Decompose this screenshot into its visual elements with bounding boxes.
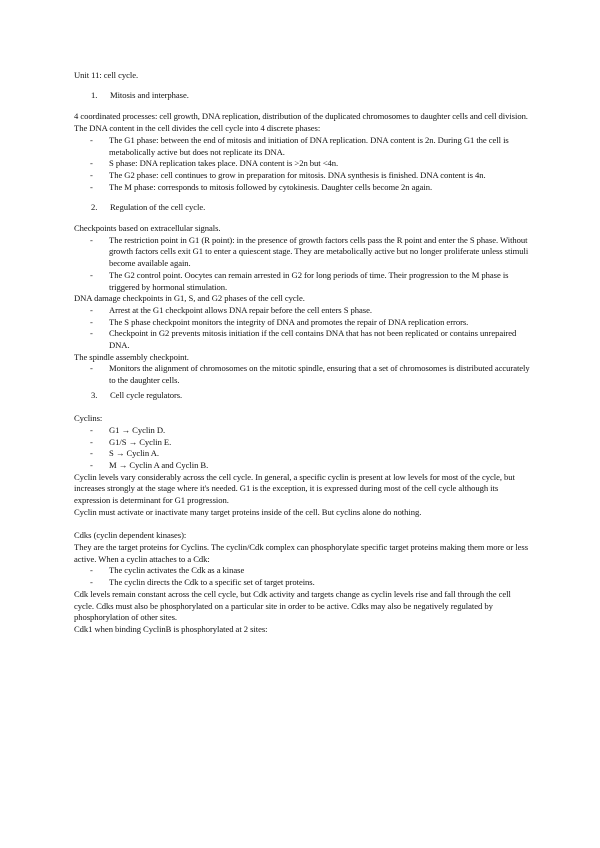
dash-bullet: - xyxy=(90,328,93,339)
paragraph: Cyclins: xyxy=(74,413,103,424)
paragraph: Cyclin must activate or inactivate many target proteins inside of the cell. But cyclins alone do nothing. xyxy=(74,506,422,517)
dash-bullet: - xyxy=(90,436,93,447)
damage-checkpoints-list xyxy=(74,305,530,352)
list-item: - The restriction point in G1 (R point): in the presence of growth factors cells pass the R point and enter the S phase. Without growth factors cells exit G1 to enter a quiescent stage. They are metabolically active but no longer proliferate unless stimuli become available again. xyxy=(74,235,530,270)
heading-text: Regulation of the cell cycle. xyxy=(110,202,206,213)
list-item: - Arrest at the G1 checkpoint allows DNA repair before the cell enters S phase. xyxy=(74,305,530,317)
list-item: - The cyclin directs the Cdk to a specific set of target proteins. xyxy=(74,577,530,589)
list-item: - The G2 control point. Oocytes can remain arrested in G2 for long periods of time. Their progression to the M phase is triggered by hormonal stimulation. xyxy=(74,270,530,293)
section-heading-1 xyxy=(91,90,530,102)
dash-bullet: - xyxy=(90,269,93,280)
spindle-list xyxy=(74,363,530,386)
heading-text: Cell cycle regulators. xyxy=(110,389,183,400)
checkpoints-list xyxy=(74,235,530,294)
paragraph: Checkpoints based on extracellular signals. xyxy=(74,223,221,234)
list-item: - Monitors the alignment of chromosomes on the mitotic spindle, ensuring that a set of chromosomes is distributed accurately to the daughter cells. xyxy=(74,363,530,386)
paragraph: The spindle assembly checkpoint. xyxy=(74,351,189,362)
dash-bullet: - xyxy=(90,565,93,576)
spacer xyxy=(74,519,530,531)
paragraph: Cdk1 when binding CyclinB is phosphorylated at 2 sites: xyxy=(74,623,268,634)
dash-bullet: - xyxy=(90,304,93,315)
cyclins-list xyxy=(74,425,530,472)
section-heading-3 xyxy=(91,390,530,402)
list-item: - The G2 phase: cell continues to grow in preparation for mitosis. DNA synthesis is finished. DNA content is 4n. xyxy=(74,170,530,182)
cdk-list xyxy=(74,565,530,588)
heading-number: 1. xyxy=(91,89,98,100)
list-item: - M → Cyclin A and Cyclin B. xyxy=(74,460,530,472)
heading-number: 3. xyxy=(91,389,98,400)
list-item: - S → Cyclin A. xyxy=(74,448,530,460)
dash-bullet: - xyxy=(90,316,93,327)
paragraph: Cdks (cyclin dependent kinases): xyxy=(74,530,187,541)
heading-text: Mitosis and interphase. xyxy=(110,89,189,100)
dash-bullet: - xyxy=(90,158,93,169)
dash-bullet: - xyxy=(90,577,93,588)
paragraph: DNA damage checkpoints in G1, S, and G2 phases of the cell cycle. xyxy=(74,293,305,304)
list-item: - G1 → Cyclin D. xyxy=(74,425,530,437)
paragraph: They are the target proteins for Cyclins. The cyclin/Cdk complex can phosphorylate specific target proteins making them more or less active. When a cyclin attaches to a Cdk: xyxy=(74,541,528,564)
dash-bullet: - xyxy=(90,181,93,192)
document-title: Unit 11: cell cycle. xyxy=(74,70,139,80)
heading-number: 2. xyxy=(91,202,98,213)
section-heading-2 xyxy=(91,202,530,214)
list-item: - The G1 phase: between the end of mitosis and initiation of DNA replication. DNA content is 2n. During G1 the cell is metabolically active but does not replicate its DNA. xyxy=(74,135,530,158)
paragraph: 4 coordinated processes: cell growth, DNA replication, distribution of the duplicated chromosomes to daughter cells and cell division. xyxy=(74,111,528,122)
paragraph: Cyclin levels vary considerably across the cell cycle. In general, a specific cyclin is present at low levels for most of the cycle, but increases strongly at the stage where it's needed. G1 is the exception, it is expressed during most of the cell cycle although its expression is determinant for G1 progression. xyxy=(74,471,515,506)
dash-bullet: - xyxy=(90,424,93,435)
list-item: - The S phase checkpoint monitors the integrity of DNA and promotes the repair of DNA replication errors. xyxy=(74,317,530,329)
dash-bullet: - xyxy=(90,448,93,459)
list-item: - Checkpoint in G2 prevents mitosis initiation if the cell contains DNA that has not been replicated or contains unrepaired DNA. xyxy=(74,328,530,351)
dash-bullet: - xyxy=(90,134,93,145)
list-item: - The cyclin activates the Cdk as a kinase xyxy=(74,565,530,577)
dash-bullet: - xyxy=(90,460,93,471)
dash-bullet: - xyxy=(90,234,93,245)
list-item: - S phase: DNA replication takes place. DNA content is >2n but <4n. xyxy=(74,158,530,170)
list-item: - G1/S → Cyclin E. xyxy=(74,437,530,449)
paragraph: Cdk levels remain constant across the cell cycle, but Cdk activity and targets change as cyclin levels rise and fall through the cell cycle. Cdks must also be phosphorylated on a particular site in order to be active. Cdks may also be negatively regulated by phosphorylation of other sites. xyxy=(74,588,511,623)
dash-bullet: - xyxy=(90,363,93,374)
dash-bullet: - xyxy=(90,169,93,180)
phases-list xyxy=(74,135,530,194)
spacer xyxy=(74,402,530,414)
list-item: - The M phase: corresponds to mitosis followed by cytokinesis. Daughter cells become 2n again. xyxy=(74,182,530,194)
paragraph: The DNA content in the cell divides the cell cycle into 4 discrete phases: xyxy=(74,123,321,134)
